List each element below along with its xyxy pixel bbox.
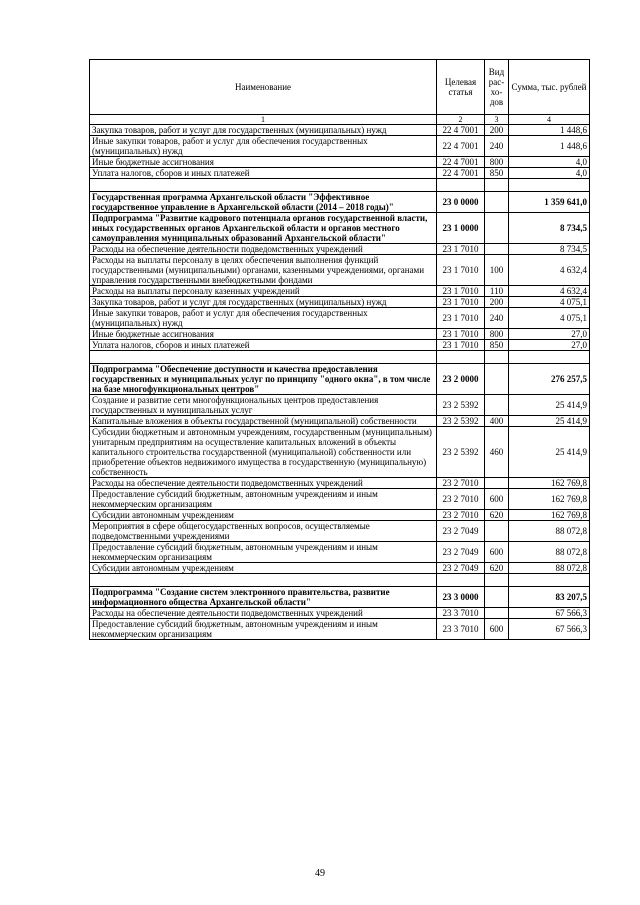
- empty-cell: [485, 574, 509, 587]
- sum-cell: 4,0: [509, 168, 590, 179]
- name-cell: Иные закупки товаров, работ и услуг для обеспечения государственных (муниципальных) нужд: [90, 136, 437, 157]
- sum-cell: 162 769,8: [509, 489, 590, 510]
- sum-cell: 27,0: [509, 340, 590, 351]
- name-cell: Создание и развитие сети многофункциональных центров предоставления государственных и муниципальных услуг: [90, 395, 437, 416]
- header-sum: Сумма, тыс. рублей: [509, 60, 590, 115]
- kind-cell: [485, 364, 509, 395]
- column-number: 2: [437, 115, 485, 125]
- kind-cell: 600: [485, 542, 509, 563]
- kind-cell: [485, 608, 509, 619]
- spacer-row: [90, 574, 590, 587]
- name-cell: Предоставление субсидий бюджетным, автономным учреждениям и иным некоммерческим организациям: [90, 619, 437, 640]
- code-cell: 23 1 7010: [437, 244, 485, 255]
- code-cell: 23 1 7010: [437, 286, 485, 297]
- program-row: [90, 364, 590, 395]
- code-cell: 22 4 7001: [437, 168, 485, 179]
- sum-cell: 4 632,4: [509, 255, 590, 286]
- kind-cell: 100: [485, 255, 509, 286]
- empty-cell: [90, 574, 437, 587]
- table-body: [90, 125, 590, 640]
- name-cell: Иные бюджетные ассигнования: [90, 157, 437, 168]
- name-cell: Подпрограмма "Создание систем электронного правительства, развитие информационного общества Архангельской области": [90, 587, 437, 608]
- name-cell: Предоставление субсидий бюджетным, автономным учреждениям и иным некоммерческим организациям: [90, 489, 437, 510]
- code-cell: 22 4 7001: [437, 136, 485, 157]
- name-cell: Предоставление субсидий бюджетным, автономным учреждениям и иным некоммерческим организациям: [90, 542, 437, 563]
- table-row: [90, 125, 590, 136]
- header-name: Наименование: [90, 60, 437, 115]
- table-row: [90, 510, 590, 521]
- name-cell: Капитальные вложения в объекты государственной (муниципальной) собственности: [90, 416, 437, 427]
- kind-cell: 600: [485, 619, 509, 640]
- sum-cell: 1 448,6: [509, 125, 590, 136]
- sum-cell: 162 769,8: [509, 510, 590, 521]
- code-cell: 23 2 5392: [437, 395, 485, 416]
- empty-cell: [437, 179, 485, 192]
- kind-cell: 800: [485, 157, 509, 168]
- kind-cell: [485, 587, 509, 608]
- table-row: [90, 157, 590, 168]
- sum-cell: 88 072,8: [509, 521, 590, 542]
- kind-cell: 850: [485, 340, 509, 351]
- page-number: 49: [315, 868, 325, 879]
- code-cell: 23 2 7010: [437, 478, 485, 489]
- spacer-row: [90, 351, 590, 364]
- name-cell: Иные закупки товаров, работ и услуг для обеспечения государственных (муниципальных) нужд: [90, 308, 437, 329]
- code-cell: 23 2 5392: [437, 416, 485, 427]
- code-cell: 23 2 7010: [437, 510, 485, 521]
- spacer-row: [90, 179, 590, 192]
- table-row: [90, 489, 590, 510]
- table-row: [90, 608, 590, 619]
- empty-cell: [485, 351, 509, 364]
- sum-cell: 1 359 641,0: [509, 192, 590, 213]
- sum-cell: 4 075,1: [509, 297, 590, 308]
- sum-cell: 25 414,9: [509, 427, 590, 478]
- header-kind: Вид рас-хо-дов: [485, 60, 509, 115]
- name-cell: Закупка товаров, работ и услуг для государственных (муниципальных) нужд: [90, 297, 437, 308]
- kind-cell: 800: [485, 329, 509, 340]
- sum-cell: 8 734,5: [509, 213, 590, 244]
- empty-cell: [485, 179, 509, 192]
- column-number: 1: [90, 115, 437, 125]
- code-cell: 23 2 7010: [437, 489, 485, 510]
- code-cell: 23 1 7010: [437, 297, 485, 308]
- kind-cell: 850: [485, 168, 509, 179]
- code-cell: 23 1 0000: [437, 213, 485, 244]
- name-cell: Расходы на обеспечение деятельности подведомственных учреждений: [90, 608, 437, 619]
- kind-cell: 240: [485, 136, 509, 157]
- column-numbers-row: [90, 115, 590, 125]
- table-row: [90, 168, 590, 179]
- kind-cell: 200: [485, 125, 509, 136]
- kind-cell: [485, 478, 509, 489]
- table-row: [90, 542, 590, 563]
- name-cell: Субсидии бюджетным и автономным учреждениям, государственным (муниципальным) унитарным предприятиям на осуществление капитальных вложений в объекты капитального строительства государственной (муниципальной) собственности или приобретение объектов недвижимого имущества в государственную (муниципальную) собственность: [90, 427, 437, 478]
- table-row: [90, 255, 590, 286]
- table-row: [90, 340, 590, 351]
- name-cell: Подпрограмма "Развитие кадрового потенциала органов государственной власти, иных государственных органов Архангельской области и органов местного самоуправления муниципальных образований Архангельской области": [90, 213, 437, 244]
- name-cell: Расходы на обеспечение деятельности подведомственных учреждений: [90, 244, 437, 255]
- table-row: [90, 297, 590, 308]
- name-cell: Субсидии автономным учреждениям: [90, 563, 437, 574]
- table-row: [90, 563, 590, 574]
- code-cell: 23 1 7010: [437, 308, 485, 329]
- kind-cell: 110: [485, 286, 509, 297]
- name-cell: Закупка товаров, работ и услуг для государственных (муниципальных) нужд: [90, 125, 437, 136]
- sum-cell: 276 257,5: [509, 364, 590, 395]
- table-row: [90, 478, 590, 489]
- name-cell: Субсидии автономным учреждениям: [90, 510, 437, 521]
- sum-cell: 162 769,8: [509, 478, 590, 489]
- table-row: [90, 416, 590, 427]
- kind-cell: 620: [485, 510, 509, 521]
- table-row: [90, 521, 590, 542]
- table-row: [90, 395, 590, 416]
- sum-cell: 88 072,8: [509, 542, 590, 563]
- sum-cell: 8 734,5: [509, 244, 590, 255]
- name-cell: Уплата налогов, сборов и иных платежей: [90, 340, 437, 351]
- empty-cell: [509, 574, 590, 587]
- empty-cell: [90, 351, 437, 364]
- table-row: [90, 308, 590, 329]
- code-cell: 23 1 7010: [437, 340, 485, 351]
- kind-cell: [485, 213, 509, 244]
- table-row: [90, 427, 590, 478]
- name-cell: Иные бюджетные ассигнования: [90, 329, 437, 340]
- program-row: [90, 192, 590, 213]
- sum-cell: 67 566,3: [509, 608, 590, 619]
- kind-cell: [485, 521, 509, 542]
- table-row: [90, 244, 590, 255]
- code-cell: 23 0 0000: [437, 192, 485, 213]
- sum-cell: 25 414,9: [509, 395, 590, 416]
- name-cell: Расходы на обеспечение деятельности подведомственных учреждений: [90, 478, 437, 489]
- sum-cell: 88 072,8: [509, 563, 590, 574]
- kind-cell: 600: [485, 489, 509, 510]
- code-cell: 23 2 5392: [437, 427, 485, 478]
- column-number: 4: [509, 115, 590, 125]
- name-cell: Государственная программа Архангельской области "Эффективное государственное управление в Архангельской области (2014 – 2018 годы)": [90, 192, 437, 213]
- kind-cell: 200: [485, 297, 509, 308]
- kind-cell: [485, 244, 509, 255]
- code-cell: 22 4 7001: [437, 157, 485, 168]
- name-cell: Мероприятия в сфере общегосударственных вопросов, осуществляемые подведомственными учреждениями: [90, 521, 437, 542]
- kind-cell: 240: [485, 308, 509, 329]
- table-header: [90, 60, 590, 125]
- code-cell: 23 2 7049: [437, 542, 485, 563]
- code-cell: 23 2 0000: [437, 364, 485, 395]
- table-row: [90, 329, 590, 340]
- code-cell: 23 2 7049: [437, 521, 485, 542]
- code-cell: 23 1 7010: [437, 329, 485, 340]
- empty-cell: [509, 179, 590, 192]
- code-cell: 23 3 7010: [437, 619, 485, 640]
- name-cell: Подпрограмма "Обеспечение доступности и качества предоставления государственных и муниципальных услуг по принципу "одного окна", в том числе на базе многофункциональных центров": [90, 364, 437, 395]
- code-cell: 23 3 7010: [437, 608, 485, 619]
- kind-cell: [485, 192, 509, 213]
- sum-cell: 27,0: [509, 329, 590, 340]
- header-code: Целевая статья: [437, 60, 485, 115]
- name-cell: Расходы на выплаты персоналу в целях обеспечения выполнения функций государственными (муниципальными) органами, казенными учреждениями, органами управления государственными внебюджетными фондами: [90, 255, 437, 286]
- sum-cell: 83 207,5: [509, 587, 590, 608]
- program-row: [90, 587, 590, 608]
- sum-cell: 25 414,9: [509, 416, 590, 427]
- table-row: [90, 136, 590, 157]
- code-cell: 22 4 7001: [437, 125, 485, 136]
- empty-cell: [509, 351, 590, 364]
- name-cell: Уплата налогов, сборов и иных платежей: [90, 168, 437, 179]
- column-number: 3: [485, 115, 509, 125]
- empty-cell: [437, 574, 485, 587]
- sum-cell: 4 632,4: [509, 286, 590, 297]
- budget-table: [89, 59, 590, 640]
- name-cell: Расходы на выплаты персоналу казенных учреждений: [90, 286, 437, 297]
- code-cell: 23 3 0000: [437, 587, 485, 608]
- code-cell: 23 2 7049: [437, 563, 485, 574]
- table-row: [90, 286, 590, 297]
- kind-cell: 460: [485, 427, 509, 478]
- kind-cell: [485, 395, 509, 416]
- sum-cell: 4 075,1: [509, 308, 590, 329]
- program-row: [90, 213, 590, 244]
- table-row: [90, 619, 590, 640]
- code-cell: 23 1 7010: [437, 255, 485, 286]
- sum-cell: 4,0: [509, 157, 590, 168]
- sum-cell: 67 566,3: [509, 619, 590, 640]
- empty-cell: [437, 351, 485, 364]
- kind-cell: 400: [485, 416, 509, 427]
- kind-cell: 620: [485, 563, 509, 574]
- sum-cell: 1 448,6: [509, 136, 590, 157]
- empty-cell: [90, 179, 437, 192]
